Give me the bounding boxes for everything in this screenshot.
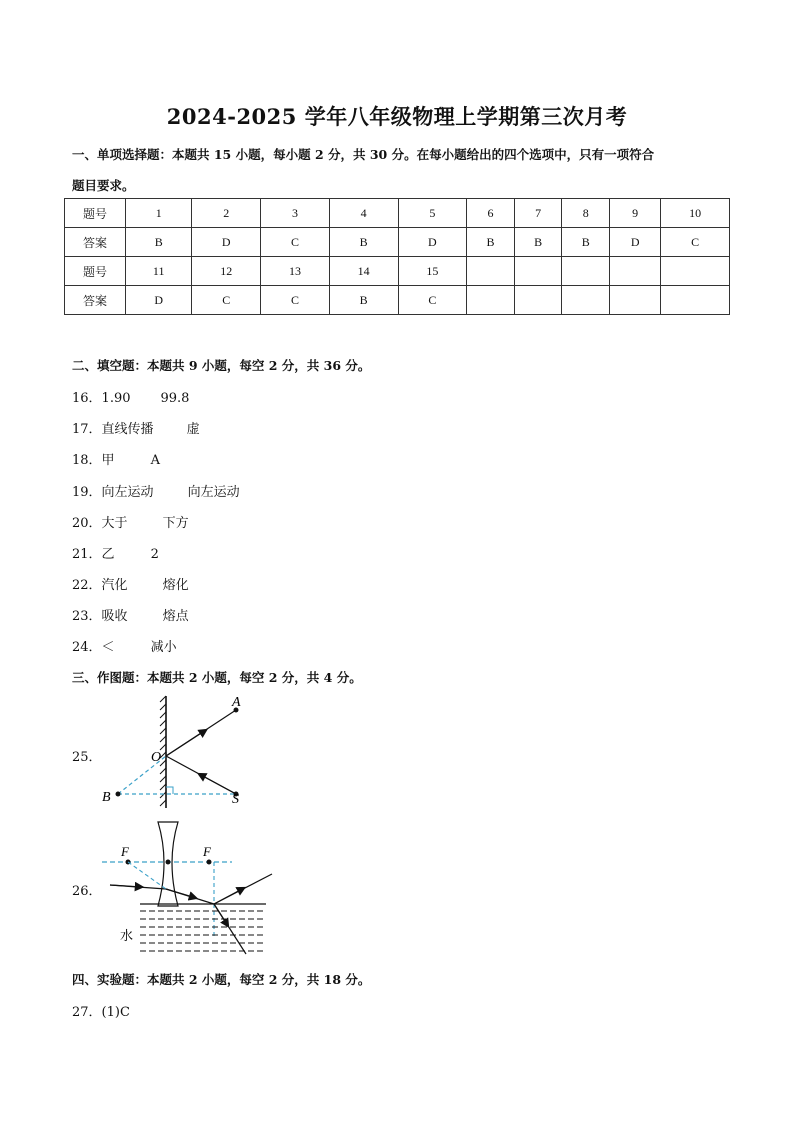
table-cell	[467, 257, 515, 286]
answer-line-21: 21．乙 2	[72, 547, 159, 562]
answer-line-16: 16．1.90 99.8	[72, 391, 190, 406]
water-hatching	[140, 911, 266, 951]
table-cell: D	[126, 286, 192, 315]
table-cell: D	[398, 228, 467, 257]
row-label-answer: 答案	[65, 286, 126, 315]
table-cell: B	[329, 286, 398, 315]
focal-point-center	[166, 860, 171, 865]
table-cell: D	[192, 228, 261, 257]
table-cell: 7	[514, 199, 562, 228]
table-cell	[562, 286, 610, 315]
table-row-questions-2	[65, 257, 730, 286]
answer-line-20: 20．大于 下方	[72, 516, 189, 531]
table-cell: 3	[261, 199, 330, 228]
table-cell: C	[661, 228, 730, 257]
table-cell: 11	[126, 257, 192, 286]
table-cell: 14	[329, 257, 398, 286]
answer-line-24: 24．＜ 减小	[72, 640, 177, 655]
table-cell	[562, 257, 610, 286]
table-cell: 12	[192, 257, 261, 286]
table-cell: 9	[610, 199, 661, 228]
table-row-answers-1	[65, 228, 730, 257]
table-cell: 5	[398, 199, 467, 228]
table-row-questions-1	[65, 199, 730, 228]
table-cell: C	[261, 228, 330, 257]
table-cell: C	[398, 286, 467, 315]
row-label-question: 题号	[65, 257, 126, 286]
focal-point-right	[207, 860, 212, 865]
table-cell	[610, 257, 661, 286]
answer-table	[64, 198, 730, 315]
table-cell: B	[126, 228, 192, 257]
section3-heading: 三、作图题：本题共 2 小题，每空 2 分，共 4 分。	[72, 670, 362, 685]
figure-25-mirror-diagram	[96, 690, 266, 810]
table-cell: B	[329, 228, 398, 257]
answer-line-18: 18．甲 A	[72, 453, 160, 468]
right-angle-mark	[166, 787, 173, 794]
answer-line-22: 22．汽化 熔化	[72, 578, 189, 593]
table-cell: B	[467, 228, 515, 257]
table-cell: D	[610, 228, 661, 257]
question-number-26: 26．	[72, 884, 102, 899]
extension-line	[128, 862, 166, 889]
table-cell	[610, 286, 661, 315]
section4-heading: 四、实验题：本题共 2 小题，每空 2 分，共 18 分。	[72, 972, 371, 987]
row-label-answer: 答案	[65, 228, 126, 257]
table-cell	[661, 257, 730, 286]
table-cell	[467, 286, 515, 315]
table-cell: 1	[126, 199, 192, 228]
section1-heading: 一、单项选择题：本题共 15 小题，每小题 2 分，共 30 分。在每小题给出的四个选项中，只有一项符合	[72, 147, 655, 162]
table-cell: B	[562, 228, 610, 257]
table-cell: B	[514, 228, 562, 257]
table-cell: C	[261, 286, 330, 315]
table-cell: 15	[398, 257, 467, 286]
table-cell: 13	[261, 257, 330, 286]
table-cell: 6	[467, 199, 515, 228]
label-f-left: F	[121, 844, 129, 859]
table-row-answers-2	[65, 286, 730, 315]
figure-26-lens-diagram	[96, 818, 282, 958]
table-cell: C	[192, 286, 261, 315]
table-cell	[661, 286, 730, 315]
table-cell	[514, 286, 562, 315]
table-cell: 2	[192, 199, 261, 228]
label-o: O	[151, 750, 162, 765]
label-f-right: F	[203, 844, 211, 859]
answer-line-27: 27．(1)C	[72, 1005, 130, 1020]
answer-line-23: 23．吸收 熔点	[72, 609, 189, 624]
label-water: 水	[120, 928, 134, 943]
table-cell	[514, 257, 562, 286]
section2-heading: 二、填空题：本题共 9 小题，每空 2 分，共 36 分。	[72, 358, 371, 373]
label-b: B	[102, 790, 111, 805]
table-cell: 4	[329, 199, 398, 228]
section1-heading-cont: 题目要求。	[72, 178, 135, 193]
table-cell: 8	[562, 199, 610, 228]
answer-line-19: 19．向左运动 向左运动	[72, 485, 240, 500]
point-b	[116, 792, 121, 797]
table-cell: 10	[661, 199, 730, 228]
label-s: S	[232, 792, 239, 807]
label-a: A	[232, 695, 241, 710]
row-label-question: 题号	[65, 199, 126, 228]
page-title: 2024-2025 学年八年级物理上学期第三次月考	[166, 104, 628, 129]
question-number-25: 25．	[72, 750, 102, 765]
answer-line-17: 17．直线传播 虚	[72, 422, 200, 437]
